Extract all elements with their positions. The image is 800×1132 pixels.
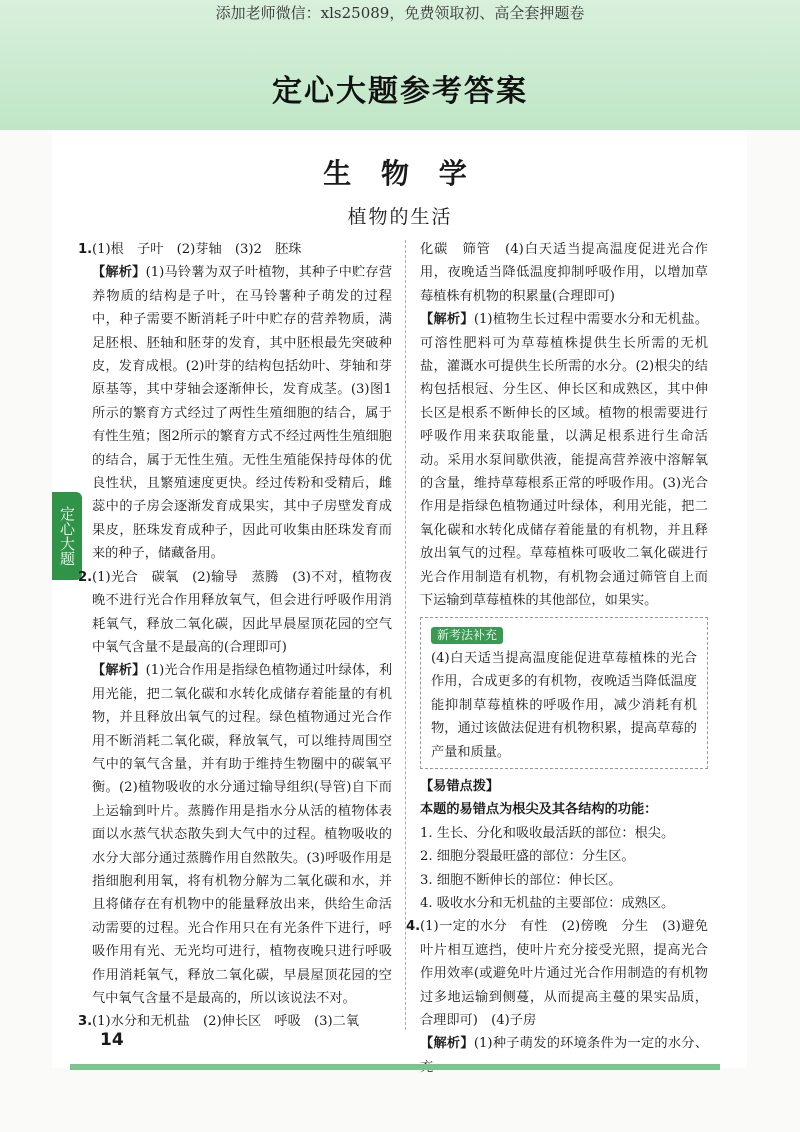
q2-answer-text: (1)光合 碳氧 (2)输导 蒸腾 (3)不对，植物夜晚不进行光合作用释放氧气，但会进行呼吸作用消耗氧气，释放二氧化碳，因此早晨屋顶花园的空气中氧气含量不是最高的(合理即可)	[92, 569, 392, 655]
q3-analysis-label: 【解析】	[420, 312, 474, 328]
error-tip-intro: 本题的易错点为根尖及其各结构的功能：	[420, 802, 658, 818]
q4-answer	[406, 915, 708, 1032]
q4-answer-text: (1)一定的水分 有性 (2)傍晚 分生 (3)避免叶片相互遮挡，使叶片充分接受光照，提高光合作用效率(或避免叶片通过光合作用制造的有机物过多地运输到侧蔓，从而提高主蔓的果实品质，合理即可) (4)子房	[420, 919, 708, 1028]
q3-answer-start	[78, 1010, 392, 1033]
new-method-tag: 新考法补充	[431, 627, 503, 644]
q1-analysis-label: 【解析】	[92, 265, 146, 281]
page-number: 14	[100, 1030, 124, 1050]
q2-analysis	[92, 659, 392, 1010]
q1-answer-text: (1)根 子叶 (2)芽轴 (3)2 胚珠	[92, 242, 302, 257]
watermark-text: 添加老师微信：xls25089，免费领取初、高全套押题卷	[215, 4, 585, 22]
error-item: 2. 细胞分裂最旺盛的部位：分生区。	[420, 849, 635, 865]
q1-answer	[78, 238, 392, 261]
bottom-band	[70, 1064, 720, 1070]
subject-title: 生 物 学	[323, 157, 477, 190]
q4-analysis-label: 【解析】	[420, 1036, 474, 1052]
q4-number: 4.	[406, 919, 421, 935]
left-column	[78, 238, 393, 1034]
error-item: 1. 生长、分化和吸收最活跃的部位：根尖。	[420, 825, 675, 841]
q2-number: 2.	[78, 569, 93, 585]
error-item: 4. 吸收水分和无机盐的主要部位：成熟区。	[420, 895, 675, 911]
q2-analysis-text: (1)光合作用是指绿色植物通过叶绿体，利用光能，把二氧化碳和水转化成储存着能量的有机物，并且释放出氧气的过程。绿色植物通过光合作用不断消耗二氧化碳，释放氧气，可以维持周围空气中的氧气含量，并有助于维持生物圈中的碳氧平衡。(2)植物吸收的水分通过输导组织(导管)自下而上运输到叶片。蒸腾作用是指水分从活的植物体表面以水蒸气状态散失到大气中的过程。植物吸收的水分大部分通过蒸腾作用自然散失。(3)呼吸作用是指细胞利用氧，将有机物分解为二氧化碳和水，并且将储存在有机物中的能量释放出来，供给生命活动需要的过程。光合作用只在有光条件下进行，呼吸作用有光、无光均可进行，植物夜晚只进行呼吸作用消耗氧气，释放二氧化碳，早晨屋顶花园的空气中氧气含量不是最高的，所以该说法不对。	[92, 663, 393, 1006]
side-tab: 定心大题	[52, 492, 82, 580]
q1-analysis-text: (1)马铃薯为双子叶植物，其种子中贮存营养物质的结构是子叶，在马铃薯种子萌发的过程中，种子需要不断消耗子叶中贮存的营养物质，满足胚根、胚轴和胚芽的发育，其中胚根最先突破种皮，发育成根。(2)叶芽的结构包括幼叶、芽轴和芽原基等，其中芽轴会逐渐伸长，发育成茎。(3)图1所示的繁育方式经过了两性生殖细胞的结合，属于有性生殖；图2所示的繁育方式不经过两性生殖细胞的结合，属于无性生殖。无性生殖能保持母体的优良性状，且繁殖速度更快。经过传粉和受精后，雌蕊中的子房会逐渐发育成果实，其中子房壁发育成果皮，胚珠发育成种子，因此可收集由胚珠发育而来的种子，储藏备用。	[92, 265, 393, 562]
new-method-box	[420, 617, 708, 769]
section-title: 植物的生活	[347, 206, 453, 228]
new-method-text: (4)白天适当提高温度能促进草莓植株的光合作用，合成更多的有机物，夜晚适当降低温度能抑制草莓植株的呼吸作用，减少消耗有机物，通过该做法促进有机物积累，提高草莓的产量和质量。	[431, 650, 697, 760]
q3-analysis	[420, 308, 708, 612]
column-divider	[405, 240, 406, 1030]
error-tip-label: 【易错点拨】	[420, 778, 500, 794]
right-column	[406, 238, 709, 1079]
q1-analysis	[92, 261, 392, 565]
q3-answer-cont: 化碳 筛管 (4)白天适当提高温度促进光合作用，夜晚适当降低温度抑制呼吸作用，以增加草莓植株有机物的积累量(合理即可)	[420, 242, 708, 304]
q2-analysis-label: 【解析】	[92, 663, 146, 679]
error-item: 3. 细胞不断伸长的部位：伸长区。	[420, 872, 622, 888]
q3-answer-left: (1)水分和无机盐 (2)伸长区 呼吸 (3)二氧	[92, 1014, 360, 1030]
q3-analysis-text: (1)植物生长过程中需要水分和无机盐。可溶性肥料可为草莓植株提供生长所需的无机盐，灌溉水可提供生长所需的水分。(2)根尖的结构包括根冠、分生区、伸长区和成熟区，其中伸长区是根系不断伸长的区域。植物的根需要进行呼吸作用来获取能量，以满足根系进行生命活动。采用水泵间歇供液，能提高营养液中溶解氧的含量，维持草莓根系正常的呼吸作用。(3)光合作用是指绿色植物通过叶绿体，利用光能，把二氧化碳和水转化成储存着能量的有机物，并且释放出氧气的过程。草莓植株可吸收二氧化碳进行光合作用制造有机物，有机物会通过筛管自上而下运输到草莓植株的其他部位，如果实。	[420, 312, 709, 609]
banner-title: 定心大题参考答案	[272, 74, 528, 109]
q3-number: 3.	[78, 1014, 93, 1030]
q4-analysis	[420, 1032, 708, 1079]
q1-number: 1.	[78, 242, 93, 257]
q2-answer	[78, 566, 392, 660]
q4-analysis-text: (1)种子萌发的环境条件为一定的水分、	[473, 1036, 709, 1052]
